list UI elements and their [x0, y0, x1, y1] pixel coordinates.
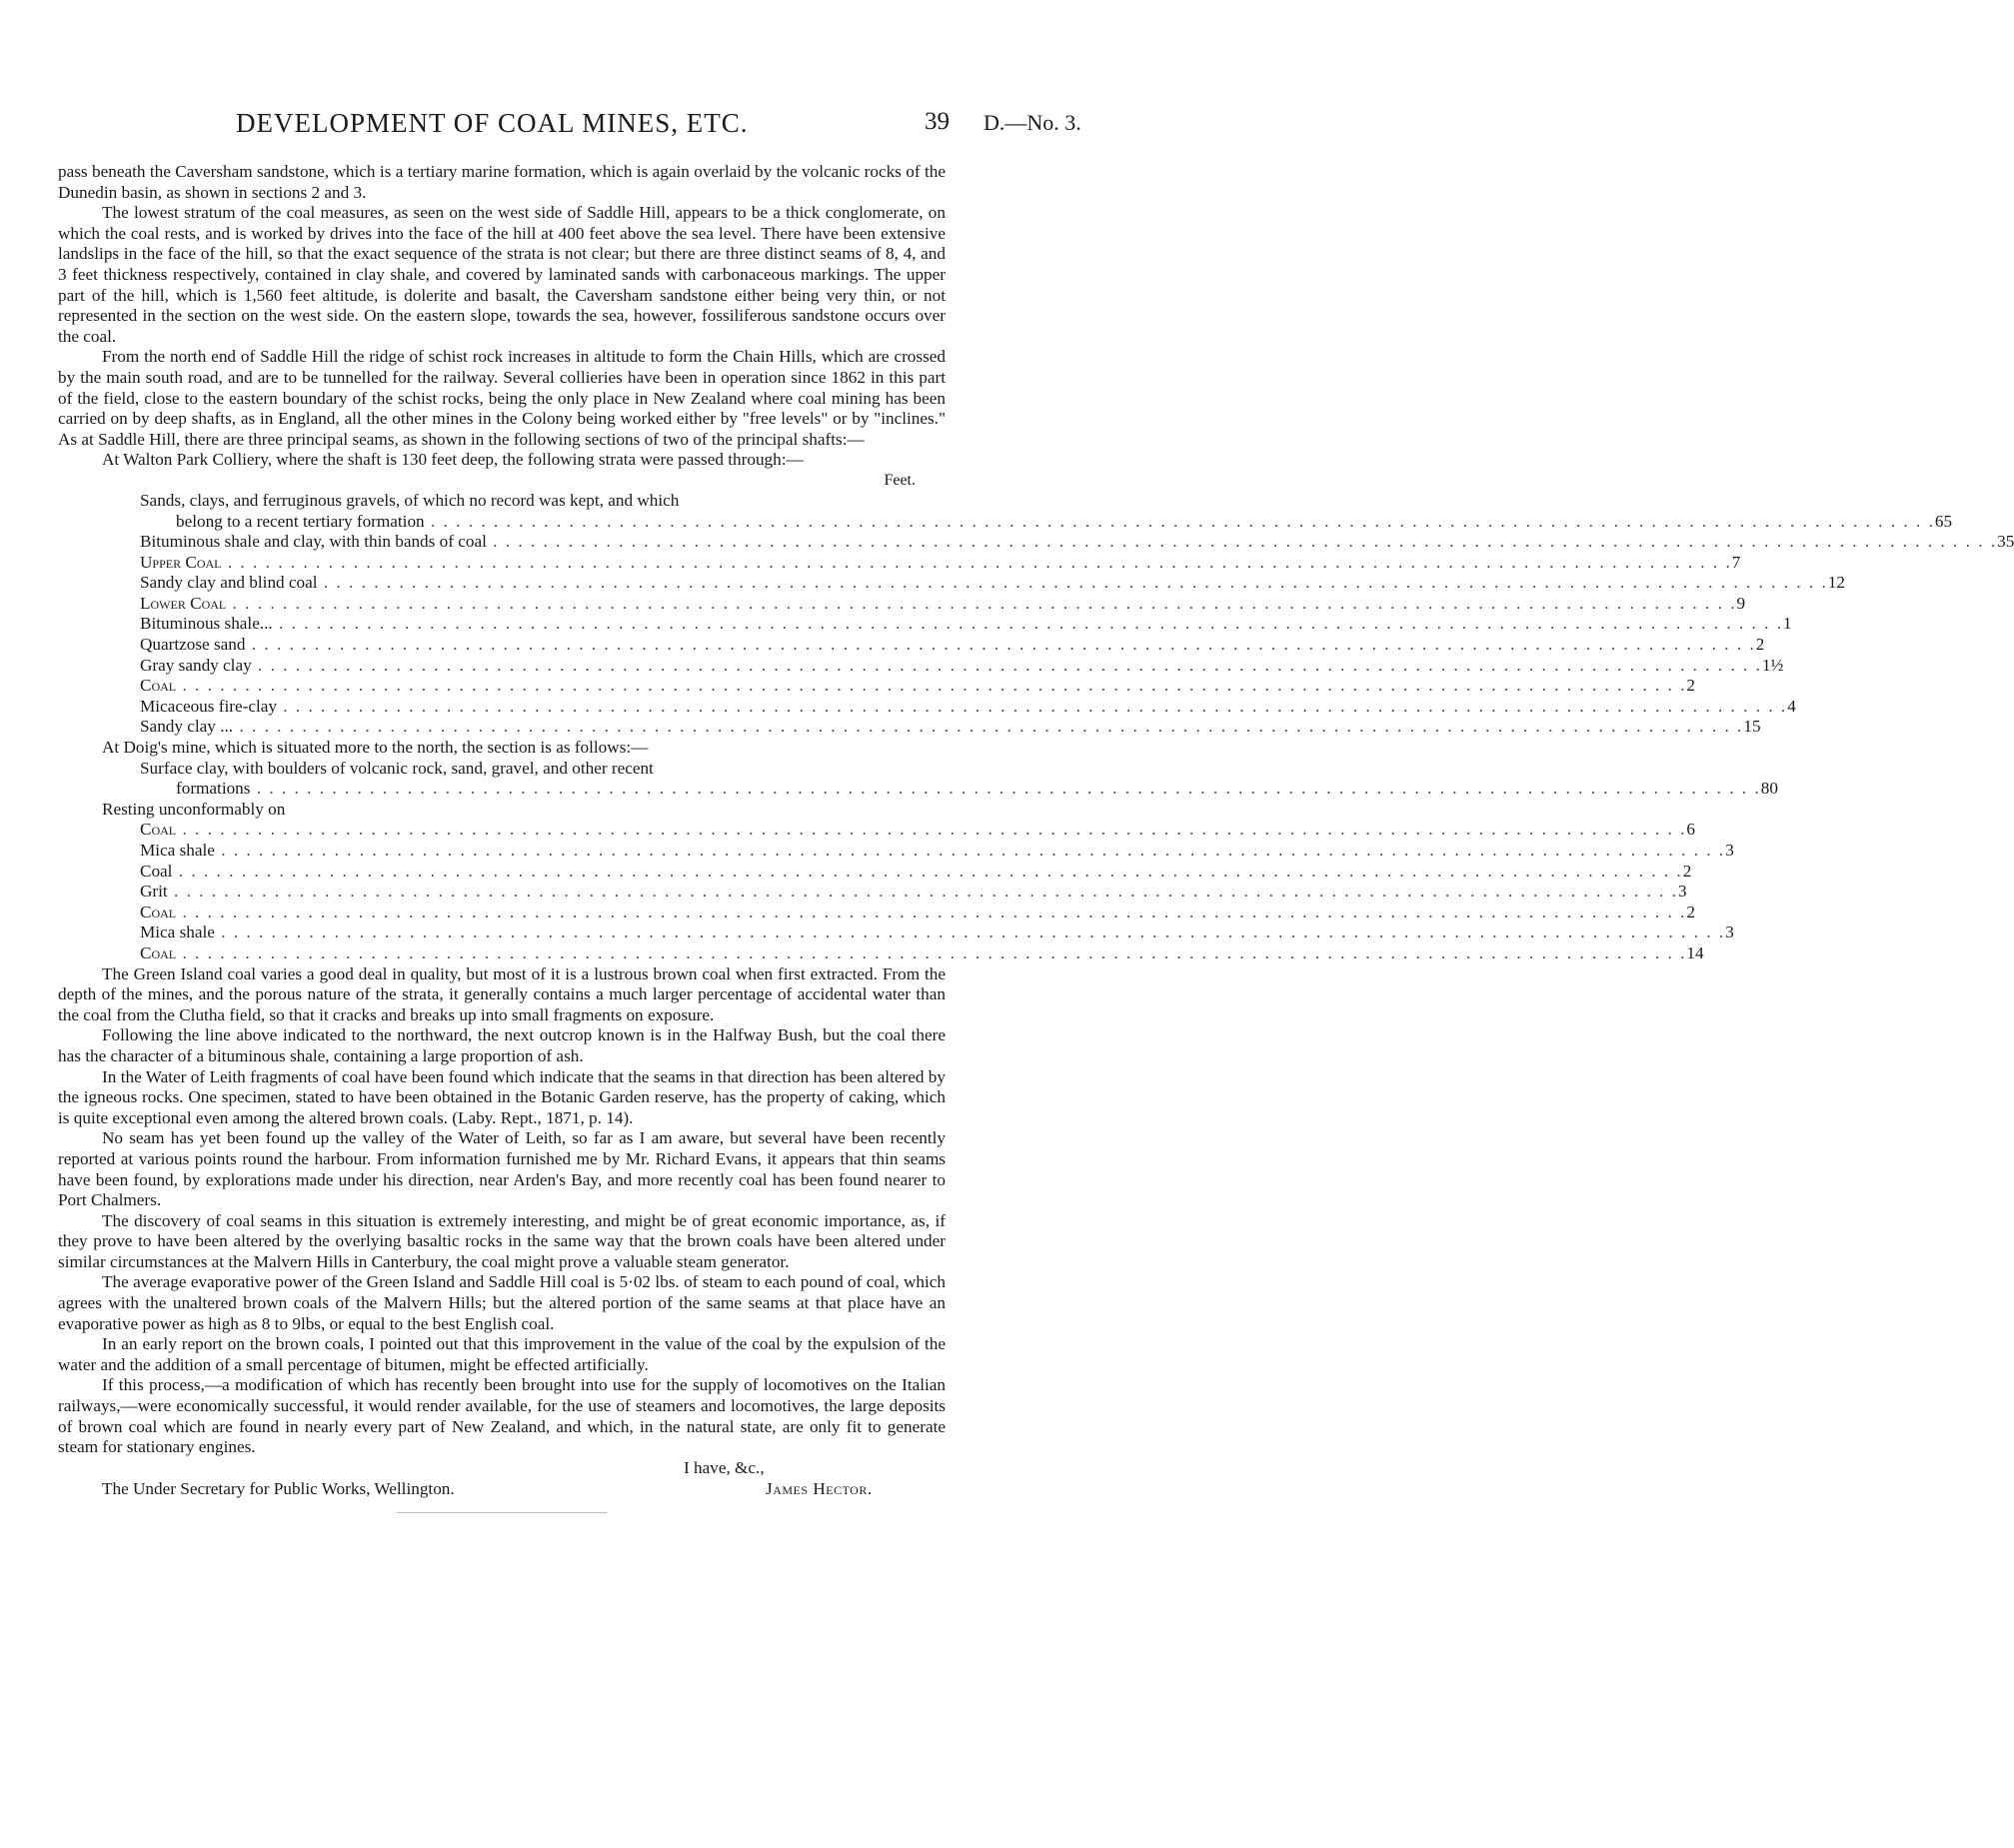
paragraph: Following the line above indicated to the northward, the next outcrop known is in the Halfway Bush, but the coal there has the character of a bituminous shale, containing a large proportion of ash. — [58, 1025, 946, 1065]
doig-intro: At Doig's mine, which is situated more to the north, the section is as follows:— — [102, 738, 649, 758]
row-value: 14 — [1686, 942, 1704, 962]
leader-dots: . . . . . . . . . . . . . . . . . . . . . . . . . . . . . . . . . . . . . . . . . . . . . . . . . . . . . . . . . . . . . . . . . . . . . . . . . . . . . . . . . . . . . . . . . . . . . . . . . . . . . . . . . . . . . . . . . . . . . . . . — [486, 532, 1998, 552]
table-row — [58, 923, 1734, 943]
row-label: Upper Coal . . . . . . . . . . . . . . . . . . . . . . . . . . . . . . . . . . . . . . . . . . . . . . . . . . . . . . . . . . . . . . . . . . . . . . . . . . . . . . . . . . . . . . . . . . . . . . . . . . . . . . . . . . . . . . . . . . . . . . . . — [140, 552, 1732, 572]
table-row — [58, 861, 1692, 883]
table-row — [58, 614, 1792, 635]
row-label: Lower Coal . . . . . . . . . . . . . . . . . . . . . . . . . . . . . . . . . . . . . . . . . . . . . . . . . . . . . . . . . . . . . . . . . . . . . . . . . . . . . . . . . . . . . . . . . . . . . . . . . . . . . . . . . . . . . . . . . . . . . . . . — [140, 593, 1737, 613]
row-label: Sandy clay ... . . . . . . . . . . . . . . . . . . . . . . . . . . . . . . . . . . . . . . . . . . . . . . . . . . . . . . . . . . . . . . . . . . . . . . . . . . . . . . . . . . . . . . . . . . . . . . . . . . . . . . . . . . . . . . . . . . . . . . . . — [140, 717, 1744, 737]
row-value: 9 — [1736, 593, 1746, 613]
row-label: Mica shale . . . . . . . . . . . . . . . . . . . . . . . . . . . . . . . . . . . . . . . . . . . . . . . . . . . . . . . . . . . . . . . . . . . . . . . . . . . . . . . . . . . . . . . . . . . . . . . . . . . . . . . . . . . . . . . . . . . . . . . . — [140, 841, 1726, 860]
leader-dots: . . . . . . . . . . . . . . . . . . . . . . . . . . . . . . . . . . . . . . . . . . . . . . . . . . . . . . . . . . . . . . . . . . . . . . . . . . . . . . . . . . . . . . . . . . . . . . . . . . . . . . . . . . . . . . . . . . . . . . . . — [176, 902, 1687, 922]
row-value: 2 — [1686, 902, 1695, 922]
doig-mine-section-table — [58, 738, 1778, 964]
row-value: 80 — [1760, 779, 1778, 799]
row-label: Coal . . . . . . . . . . . . . . . . . . . . . . . . . . . . . . . . . . . . . . . . . . . . . . . . . . . . . . . . . . . . . . . . . . . . . . . . . . . . . . . . . . . . . . . . . . . . . . . . . . . . . . . . . . . . . . . . . . . . . . . . — [140, 902, 1687, 922]
row-label: Bituminous shale... . . . . . . . . . . . . . . . . . . . . . . . . . . . . . . . . . . . . . . . . . . . . . . . . . . . . . . . . . . . . . . . . . . . . . . . . . . . . . . . . . . . . . . . . . . . . . . . . . . . . . . . . . . . . . . . . . . . . . . . . — [140, 614, 1783, 634]
row-label: Micaceous fire-clay . . . . . . . . . . . . . . . . . . . . . . . . . . . . . . . . . . . . . . . . . . . . . . . . . . . . . . . . . . . . . . . . . . . . . . . . . . . . . . . . . . . . . . . . . . . . . . . . . . . . . . . . . . . . . . . . . . . . . . . . — [140, 696, 1788, 716]
table-row — [58, 820, 1695, 841]
table-row — [58, 635, 1765, 656]
row-value: 3 — [1725, 841, 1734, 860]
table-first-line: Sands, clays, and ferruginous gravels, of which no record was kept, and which — [140, 490, 680, 510]
paragraph: If this process,—a modification of which has recently been brought into use for the supply of locomotives on the Italian railways,—were economically successful, it would render available, for the use of steamers and locomotives, the large deposits of brown coal which are found in nearly every part of New Zealand, and which, in the natural state, are only fit to generate steam for stationary engines. — [58, 1375, 946, 1457]
paragraph: In the Water of Leith fragments of coal have been found which indicate that the seams in that direction has been altered by the igneous rocks. One specimen, stated to have been obtained in the Botanic Garden reserve, has the property of caking, which is quite exceptional even among the altered brown coals. (Laby. Rept., 1871, p. 14). — [58, 1066, 946, 1127]
leader-dots: . . . . . . . . . . . . . . . . . . . . . . . . . . . . . . . . . . . . . . . . . . . . . . . . . . . . . . . . . . . . . . . . . . . . . . . . . . . . . . . . . . . . . . . . . . . . . . . . . . . . . . . . . . . . . . . . . . . . . . . . — [245, 635, 1756, 655]
row-label: Gray sandy clay . . . . . . . . . . . . . . . . . . . . . . . . . . . . . . . . . . . . . . . . . . . . . . . . . . . . . . . . . . . . . . . . . . . . . . . . . . . . . . . . . . . . . . . . . . . . . . . . . . . . . . . . . . . . . . . . . . . . . . . . — [140, 655, 1762, 675]
row-label: Quartzose sand . . . . . . . . . . . . . . . . . . . . . . . . . . . . . . . . . . . . . . . . . . . . . . . . . . . . . . . . . . . . . . . . . . . . . . . . . . . . . . . . . . . . . . . . . . . . . . . . . . . . . . . . . . . . . . . . . . . . . . . . — [140, 635, 1756, 655]
page-number: 39 — [925, 108, 950, 135]
paragraph: The discovery of coal seams in this situation is extremely interesting, and might be of great economic importance, as, if they prove to have been altered by the overlying basaltic rocks in the same way that the brown coals have been altered under similar circumstances at the Malvern Hills in Canterbury, the coal might prove a valuable steam generator. — [58, 1210, 946, 1271]
row-value: 2 — [1682, 861, 1692, 881]
row-value: 2 — [1686, 676, 1695, 696]
table-row — [58, 841, 1734, 862]
row-label: Coal . . . . . . . . . . . . . . . . . . . . . . . . . . . . . . . . . . . . . . . . . . . . . . . . . . . . . . . . . . . . . . . . . . . . . . . . . . . . . . . . . . . . . . . . . . . . . . . . . . . . . . . . . . . . . . . . . . . . . . . . — [140, 942, 1687, 962]
row-value: 1 — [1782, 614, 1792, 634]
leader-dots: . . . . . . . . . . . . . . . . . . . . . . . . . . . . . . . . . . . . . . . . . . . . . . . . . . . . . . . . . . . . . . . . . . . . . . . . . . . . . . . . . . . . . . . . . . . . . . . . . . . . . . . . . . . . . . . . . . . . . . . . — [272, 614, 1783, 634]
leader-dots: . . . . . . . . . . . . . . . . . . . . . . . . . . . . . . . . . . . . . . . . . . . . . . . . . . . . . . . . . . . . . . . . . . . . . . . . . . . . . . . . . . . . . . . . . . . . . . . . . . . . . . . . . . . . . . . . . . . . . . . . — [172, 861, 1683, 881]
page-title: DEVELOPMENT OF COAL MINES, ETC. — [236, 108, 749, 138]
table-row — [58, 717, 1761, 738]
signature-block — [58, 1458, 946, 1500]
row-value: 4 — [1787, 696, 1796, 716]
row-label: Coal . . . . . . . . . . . . . . . . . . . . . . . . . . . . . . . . . . . . . . . . . . . . . . . . . . . . . . . . . . . . . . . . . . . . . . . . . . . . . . . . . . . . . . . . . . . . . . . . . . . . . . . . . . . . . . . . . . . . . . . . — [140, 676, 1687, 696]
table-first-line: Surface clay, with boulders of volcanic rock, sand, gravel, and other recent — [140, 758, 654, 778]
row-value: 6 — [1686, 820, 1695, 840]
row-value: 12 — [1827, 573, 1845, 593]
leader-dots: . . . . . . . . . . . . . . . . . . . . . . . . . . . . . . . . . . . . . . . . . . . . . . . . . . . . . . . . . . . . . . . . . . . . . . . . . . . . . . . . . . . . . . . . . . . . . . . . . . . . . . . . . . . . . . . . . . . . . . . . — [276, 696, 1788, 716]
row-value: 3 — [1725, 923, 1734, 942]
walton-park-section-table — [58, 471, 2014, 738]
row-value: 2 — [1755, 635, 1765, 655]
table-row — [58, 676, 1695, 697]
paragraph: pass beneath the Caversham sandstone, which is a tertiary marine formation, which is again overlaid by the volcanic rocks of the Dunedin basin, as shown in sections 2 and 3. — [58, 162, 946, 202]
end-rule — [397, 1512, 607, 1513]
row-label: Coal . . . . . . . . . . . . . . . . . . . . . . . . . . . . . . . . . . . . . . . . . . . . . . . . . . . . . . . . . . . . . . . . . . . . . . . . . . . . . . . . . . . . . . . . . . . . . . . . . . . . . . . . . . . . . . . . . . . . . . . . — [140, 820, 1687, 840]
page-header — [0, 108, 1113, 142]
table-row — [58, 655, 1784, 677]
leader-dots: . . . . . . . . . . . . . . . . . . . . . . . . . . . . . . . . . . . . . . . . . . . . . . . . . . . . . . . . . . . . . . . . . . . . . . . . . . . . . . . . . . . . . . . . . . . . . . . . . . . . . . . . . . . . . . . . . . . . . . . . — [317, 573, 1828, 593]
leader-dots: . . . . . . . . . . . . . . . . . . . . . . . . . . . . . . . . . . . . . . . . . . . . . . . . . . . . . . . . . . . . . . . . . . . . . . . . . . . . . . . . . . . . . . . . . . . . . . . . . . . . . . . . . . . . . . . . . . . . . . . . — [167, 882, 1678, 902]
table-row — [58, 573, 1845, 594]
table-row — [58, 532, 2014, 553]
leader-dots: . . . . . . . . . . . . . . . . . . . . . . . . . . . . . . . . . . . . . . . . . . . . . . . . . . . . . . . . . . . . . . . . . . . . . . . . . . . . . . . . . . . . . . . . . . . . . . . . . . . . . . . . . . . . . . . . . . . . . . . . — [221, 552, 1732, 572]
table-row — [58, 593, 1746, 615]
leader-dots: . . . . . . . . . . . . . . . . . . . . . . . . . . . . . . . . . . . . . . . . . . . . . . . . . . . . . . . . . . . . . . . . . . . . . . . . . . . . . . . . . . . . . . . . . . . . . . . . . . . . . . . . . . . . . . . . . . . . . . . . — [233, 717, 1744, 737]
row-value: 7 — [1731, 552, 1741, 572]
document-reference: D.—No. 3. — [984, 110, 1081, 135]
table-row — [58, 942, 1704, 964]
leader-dots: . . . . . . . . . . . . . . . . . . . . . . . . . . . . . . . . . . . . . . . . . . . . . . . . . . . . . . . . . . . . . . . . . . . . . . . . . . . . . . . . . . . . . . . . . . . . . . . . . . . . . . . . . . . . . . . . . . . . . . . . — [424, 511, 1935, 531]
row-value: 3 — [1677, 882, 1687, 902]
leader-dots: . . . . . . . . . . . . . . . . . . . . . . . . . . . . . . . . . . . . . . . . . . . . . . . . . . . . . . . . . . . . . . . . . . . . . . . . . . . . . . . . . . . . . . . . . . . . . . . . . . . . . . . . . . . . . . . . . . . . . . . . — [176, 820, 1687, 840]
row-label: belong to a recent tertiary formation . . . . . . . . . . . . . . . . . . . . . . . . . . . . . . . . . . . . . . . . . . . . . . . . . . . . . . . . . . . . . . . . . . . . . . . . . . . . . . . . . . . . . . . . . . . . . . . . . . . . . . . . . . . . . . . . . . . . . . . . — [176, 511, 1935, 531]
signer-name: James Hector. — [766, 1478, 873, 1498]
paragraph: From the north end of Saddle Hill the ridge of schist rock increases in altitude to form the Chain Hills, which are crossed by the main south road, and are to be tunnelled for the railway. Several collieries have been in operation since 1862 in this part of the field, close to the eastern boundary of the schist rocks, being the only place in New Zealand where coal mining has been carried on by deep shafts, as in England, all the other mines in the Colony being worked either by "free levels" or by "inclines." As at Saddle Hill, there are three principal seams, as shown in the following sections of two of the principal shafts:— — [58, 347, 946, 449]
row-value: 1½ — [1761, 655, 1784, 675]
table-row — [58, 696, 1796, 718]
table-row — [58, 552, 1741, 574]
paragraph: At Walton Park Colliery, where the shaft is 130 feet deep, the following strata were passed through:— — [102, 450, 804, 470]
resting-line: Resting unconformably on — [102, 799, 286, 819]
addressee: The Under Secretary for Public Works, Wellington. — [102, 1478, 455, 1498]
table-row — [58, 779, 1778, 800]
row-label: Grit . . . . . . . . . . . . . . . . . . . . . . . . . . . . . . . . . . . . . . . . . . . . . . . . . . . . . . . . . . . . . . . . . . . . . . . . . . . . . . . . . . . . . . . . . . . . . . . . . . . . . . . . . . . . . . . . . . . . . . . . — [140, 882, 1678, 902]
leader-dots: . . . . . . . . . . . . . . . . . . . . . . . . . . . . . . . . . . . . . . . . . . . . . . . . . . . . . . . . . . . . . . . . . . . . . . . . . . . . . . . . . . . . . . . . . . . . . . . . . . . . . . . . . . . . . . . . . . . . . . . . — [214, 841, 1726, 860]
table-row — [58, 511, 1953, 533]
unit-header: Feet. — [884, 471, 916, 489]
leader-dots: . . . . . . . . . . . . . . . . . . . . . . . . . . . . . . . . . . . . . . . . . . . . . . . . . . . . . . . . . . . . . . . . . . . . . . . . . . . . . . . . . . . . . . . . . . . . . . . . . . . . . . . . . . . . . . . . . . . . . . . . — [251, 655, 1762, 675]
row-label: Mica shale . . . . . . . . . . . . . . . . . . . . . . . . . . . . . . . . . . . . . . . . . . . . . . . . . . . . . . . . . . . . . . . . . . . . . . . . . . . . . . . . . . . . . . . . . . . . . . . . . . . . . . . . . . . . . . . . . . . . . . . . — [140, 923, 1726, 942]
closing-line: I have, &c., — [684, 1457, 765, 1477]
row-value: 15 — [1743, 717, 1761, 737]
row-label: Sandy clay and blind coal . . . . . . . . . . . . . . . . . . . . . . . . . . . . . . . . . . . . . . . . . . . . . . . . . . . . . . . . . . . . . . . . . . . . . . . . . . . . . . . . . . . . . . . . . . . . . . . . . . . . . . . . . . . . . . . . . . . . . . . . — [140, 573, 1828, 593]
leader-dots: . . . . . . . . . . . . . . . . . . . . . . . . . . . . . . . . . . . . . . . . . . . . . . . . . . . . . . . . . . . . . . . . . . . . . . . . . . . . . . . . . . . . . . . . . . . . . . . . . . . . . . . . . . . . . . . . . . . . . . . . — [250, 779, 1761, 799]
row-value: 35 — [1997, 532, 2014, 552]
leader-dots: . . . . . . . . . . . . . . . . . . . . . . . . . . . . . . . . . . . . . . . . . . . . . . . . . . . . . . . . . . . . . . . . . . . . . . . . . . . . . . . . . . . . . . . . . . . . . . . . . . . . . . . . . . . . . . . . . . . . . . . . — [214, 923, 1726, 942]
table-row — [58, 882, 1687, 903]
paragraph: No seam has yet been found up the valley of the Water of Leith, so far as I am aware, but several have been recently reported at various points round the harbour. From information furnished me by Mr. Richard Evans, it appears that thin seams have been found, by explorations made under his direction, near Arden's Bay, and more recently coal has been found nearer to Port Chalmers. — [58, 1128, 946, 1210]
paragraph: The Green Island coal varies a good deal in quality, but most of it is a lustrous brown coal when first extracted. From the depth of the mines, and the porous nature of the strata, it generally contains a much larger percentage of accidental water than the coal from the Clutha field, so that it cracks and breaks up into small fragments on exposure. — [58, 963, 946, 1024]
row-value: 65 — [1934, 511, 1953, 531]
paragraph: The average evaporative power of the Green Island and Saddle Hill coal is 5·02 lbs. of steam to each pound of coal, which agrees with the unaltered brown coals of the Malvern Hills; but the altered portion of the same seams at that place have an evaporative power as high as 8 to 9lbs, or equal to the best English coal. — [58, 1272, 946, 1333]
leader-dots: . . . . . . . . . . . . . . . . . . . . . . . . . . . . . . . . . . . . . . . . . . . . . . . . . . . . . . . . . . . . . . . . . . . . . . . . . . . . . . . . . . . . . . . . . . . . . . . . . . . . . . . . . . . . . . . . . . . . . . . . — [176, 942, 1687, 962]
row-label: Coal . . . . . . . . . . . . . . . . . . . . . . . . . . . . . . . . . . . . . . . . . . . . . . . . . . . . . . . . . . . . . . . . . . . . . . . . . . . . . . . . . . . . . . . . . . . . . . . . . . . . . . . . . . . . . . . . . . . . . . . . — [140, 861, 1683, 881]
row-label: Bituminous shale and clay, with thin bands of coal . . . . . . . . . . . . . . . . . . . . . . . . . . . . . . . . . . . . . . . . . . . . . . . . . . . . . . . . . . . . . . . . . . . . . . . . . . . . . . . . . . . . . . . . . . . . . . . . . . . . . . . . . . . . . . . . . . . . . . . . — [140, 532, 1998, 552]
table-row — [58, 902, 1695, 924]
leader-dots: . . . . . . . . . . . . . . . . . . . . . . . . . . . . . . . . . . . . . . . . . . . . . . . . . . . . . . . . . . . . . . . . . . . . . . . . . . . . . . . . . . . . . . . . . . . . . . . . . . . . . . . . . . . . . . . . . . . . . . . . — [176, 676, 1687, 696]
body-text — [58, 162, 2014, 1513]
paragraph: In an early report on the brown coals, I pointed out that this improvement in the value of the coal by the expulsion of the water and the addition of a small percentage of bitumen, might be effected artificially. — [58, 1334, 946, 1374]
leader-dots: . . . . . . . . . . . . . . . . . . . . . . . . . . . . . . . . . . . . . . . . . . . . . . . . . . . . . . . . . . . . . . . . . . . . . . . . . . . . . . . . . . . . . . . . . . . . . . . . . . . . . . . . . . . . . . . . . . . . . . . . — [226, 593, 1737, 613]
row-label: formations . . . . . . . . . . . . . . . . . . . . . . . . . . . . . . . . . . . . . . . . . . . . . . . . . . . . . . . . . . . . . . . . . . . . . . . . . . . . . . . . . . . . . . . . . . . . . . . . . . . . . . . . . . . . . . . . . . . . . . . . — [176, 779, 1761, 799]
paragraph: The lowest stratum of the coal measures, as seen on the west side of Saddle Hill, appears to be a thick conglomerate, on which the coal rests, and is worked by drives into the face of the hill at 400 feet above the sea level. There have been extensive landslips in the face of the hill, so that the exact sequence of the strata is not clear; but there are three distinct seams of 8, 4, and 3 feet thickness respectively, contained in clay shale, and covered by laminated sands with carbonaceous markings. The upper part of the hill, which is 1,560 feet altitude, is dolerite and basalt, the Caversham sandstone either being very thin, or not represented in the section on the west side. On the eastern slope, towards the sea, however, fossiliferous sandstone occurs over the coal. — [58, 203, 946, 346]
